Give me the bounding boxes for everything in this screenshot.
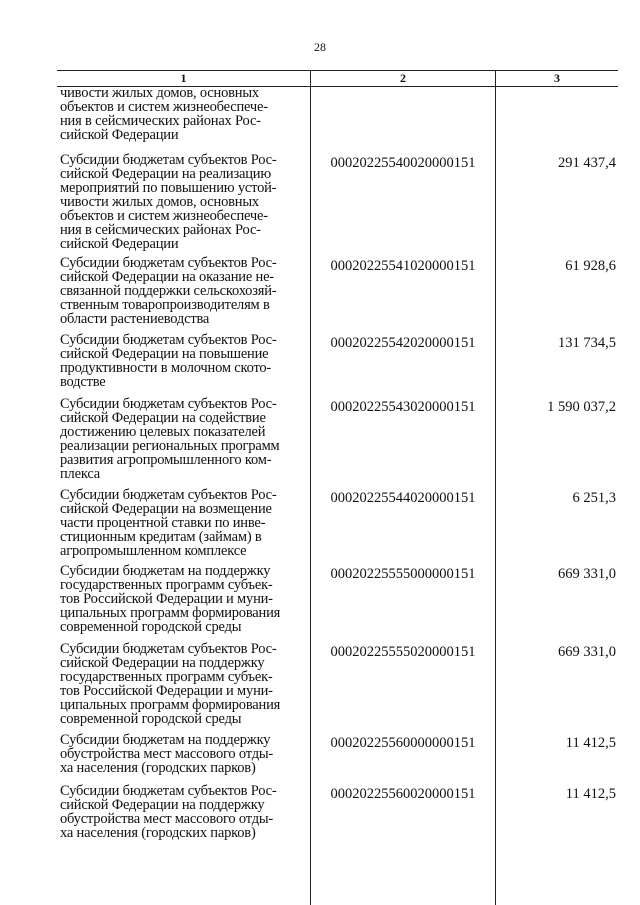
column-divider-1: [310, 70, 311, 905]
header-column-1: 1: [180, 71, 187, 85]
column-divider-2: [495, 70, 496, 905]
row-description: Субсидии бюджетам на поддержку обустройства мест массового отды- ха населения (городских парков): [60, 732, 274, 776]
row-code: 00020225555020000151: [330, 644, 476, 660]
row-amount: 131 734,5: [558, 335, 616, 351]
header-column-2: 2: [400, 71, 406, 85]
row-amount: 669 331,0: [558, 644, 616, 660]
row-amount: 11 412,5: [565, 786, 616, 802]
row-description: Субсидии бюджетам субъектов Рос- сийской Федерации на повышение продуктивности в молочном ското- водстве: [60, 332, 277, 390]
row-description: чивости жилых домов, основных объектов и систем жизнеобеспече- ния в сейсмических районах Рос- сийской Федерации: [60, 85, 268, 143]
row-description: Субсидии бюджетам субъектов Рос- сийской Федерации на оказание не- связанной поддержки сельскохозяй- ственным товаропроизводителям в области растениеводства: [60, 255, 277, 327]
row-amount: 6 251,3: [572, 490, 616, 506]
row-amount: 291 437,4: [558, 155, 616, 171]
row-description: Субсидии бюджетам субъектов Рос- сийской Федерации на содействие достижению целевых показателей реализации региональных программ развития агропромышленного ком- плекса: [60, 396, 280, 482]
row-code: 00020225555000000151: [330, 566, 476, 582]
row-description: Субсидии бюджетам субъектов Рос- сийской Федерации на поддержку обустройства мест массового отды- ха населения (городских парков): [60, 783, 277, 841]
row-description: Субсидии бюджетам субъектов Рос- сийской Федерации на возмещение части процентной ставки по инве- стиционным кредитам (займам) в агропромышленном комплексе: [60, 487, 277, 559]
row-code: 00020225543020000151: [330, 399, 476, 415]
header-column-3: 3: [554, 71, 560, 85]
row-code: 00020225540020000151: [330, 155, 476, 171]
row-code: 00020225541020000151: [330, 258, 476, 274]
row-code: 00020225560020000151: [330, 786, 476, 802]
page-number: 28: [314, 40, 326, 54]
row-description: Субсидии бюджетам субъектов Рос- сийской Федерации на реализацию мероприятий по повышению устой- чивости жилых домов, основных объектов и систем жизнеобеспече- ния в сейсмических районах Рос- сийской Федерации: [60, 152, 277, 252]
row-amount: 11 412,5: [565, 735, 616, 751]
row-amount: 1 590 037,2: [547, 399, 616, 415]
row-amount: 669 331,0: [558, 566, 616, 582]
row-amount: 61 928,6: [565, 258, 616, 274]
row-code: 00020225544020000151: [330, 490, 476, 506]
row-code: 00020225542020000151: [330, 335, 476, 351]
budget-table: [57, 70, 618, 905]
row-description: Субсидии бюджетам на поддержку государственных программ субъек- тов Российской Федерации и муни- ципальных программ формирования современной городской среды: [60, 563, 281, 635]
row-code: 00020225560000000151: [330, 735, 476, 751]
row-description: Субсидии бюджетам субъектов Рос- сийской Федерации на поддержку государственных программ субъек- тов Российской Федерации и муни- ципальных программ формирования современной городской среды: [60, 641, 281, 727]
